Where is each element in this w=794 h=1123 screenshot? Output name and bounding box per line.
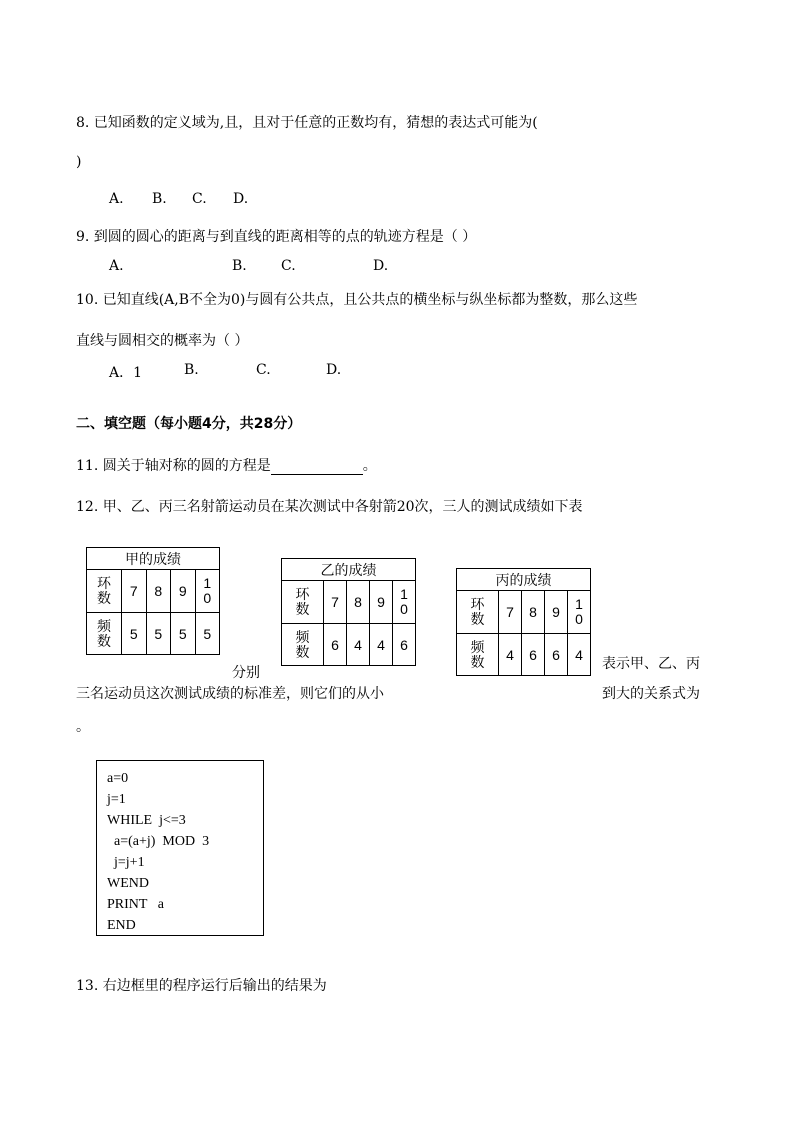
ring-value: 7: [122, 570, 147, 613]
q8-stem: 8. 已知函数的定义域为,且，且对于任意的正数均有，猜想的表达式可能为(: [76, 115, 538, 131]
q8-option-d: D.: [233, 191, 249, 207]
q9-option-b: B.: [232, 258, 247, 274]
q12-stem: 12. 甲、乙、丙三名射箭运动员在某次测试中各射箭20次，三人的测试成绩如下表: [76, 499, 583, 515]
freq-value: 5: [122, 613, 147, 655]
ring-label: 环 数: [282, 581, 324, 624]
freq-value: 4: [568, 634, 591, 676]
q10-stem-line2: 直线与圆相交的概率为（ ）: [76, 333, 249, 349]
ring-value: 9: [370, 581, 393, 624]
q11-end: 。: [362, 458, 377, 474]
freq-value: 5: [171, 613, 196, 655]
q9-option-a: A.: [109, 258, 124, 274]
q11-stem: [76, 455, 377, 475]
q12-biaoshi: 表示甲、乙、丙: [602, 656, 700, 672]
ring-value: 1 0: [568, 591, 591, 634]
q10-option-d: D.: [326, 362, 342, 378]
q11-text: 11. 圆关于轴对称的圆的方程是: [76, 458, 271, 474]
freq-value: 5: [195, 613, 220, 655]
code-line: PRINT a: [107, 897, 164, 912]
score-table-yi: [281, 558, 416, 666]
score-table-bing: [456, 568, 591, 676]
code-line: END: [107, 918, 136, 933]
ring-value: 7: [324, 581, 347, 624]
freq-value: 6: [522, 634, 545, 676]
freq-value: 6: [545, 634, 568, 676]
code-line: WHILE j<=3: [107, 813, 186, 828]
q8-option-b: B.: [152, 191, 167, 207]
freq-value: 4: [499, 634, 522, 676]
ring-value: 9: [545, 591, 568, 634]
code-line: a=(a+j) MOD 3: [107, 834, 210, 849]
q11-answer-blank: [271, 458, 363, 475]
table-title: 甲的成绩: [87, 548, 220, 570]
score-table-jia: [86, 547, 220, 655]
ring-value: 9: [171, 570, 196, 613]
ring-value: 1 0: [195, 570, 220, 613]
q12-end: 。: [76, 719, 90, 735]
code-line: WEND: [107, 876, 149, 891]
freq-value: 4: [370, 624, 393, 666]
q8-option-c: C.: [192, 191, 207, 207]
code-line: j=j+1: [107, 855, 145, 870]
q10-option-b: B.: [184, 362, 199, 378]
ring-value: 8: [146, 570, 171, 613]
freq-value: 5: [146, 613, 171, 655]
q10-option-c: C.: [256, 362, 271, 378]
q8-option-a: A.: [109, 191, 124, 207]
q12-line2-left: 三名运动员这次测试成绩的标准差，则它们的从小: [76, 686, 384, 702]
ring-value: 8: [347, 581, 370, 624]
ring-label: 环 数: [87, 570, 122, 613]
freq-value: 4: [347, 624, 370, 666]
section-heading: 二、填空题（每小题4分，共28分）: [76, 416, 302, 432]
freq-label: 频 数: [282, 624, 324, 666]
q10-option-a: A．1: [109, 365, 143, 381]
code-line: a=0: [107, 771, 129, 786]
ring-value: 7: [499, 591, 522, 634]
ring-value: 1 0: [393, 581, 416, 624]
q12-fenbie: 分别: [232, 665, 260, 681]
program-box: [96, 760, 264, 936]
q8-stem-close: ): [76, 154, 82, 170]
code-line: j=1: [107, 792, 126, 807]
ring-label: 环 数: [457, 591, 499, 634]
ring-value: 8: [522, 591, 545, 634]
freq-label: 频 数: [457, 634, 499, 676]
q10-stem-line1: 10. 已知直线(A,B不全为0)与圆有公共点，且公共点的横坐标与纵坐标都为整数，那么这些: [76, 292, 638, 308]
table-title: 乙的成绩: [282, 559, 416, 581]
q9-stem: 9. 到圆的圆心的距离与到直线的距离相等的点的轨迹方程是（ ）: [76, 229, 477, 245]
freq-value: 6: [324, 624, 347, 666]
freq-value: 6: [393, 624, 416, 666]
q9-option-d: D.: [373, 258, 389, 274]
freq-label: 频 数: [87, 613, 122, 655]
q13-stem: 13. 右边框里的程序运行后输出的结果为: [76, 978, 327, 994]
q12-line2-right: 到大的关系式为: [602, 686, 700, 702]
q9-option-c: C.: [281, 258, 296, 274]
table-title: 丙的成绩: [457, 569, 591, 591]
